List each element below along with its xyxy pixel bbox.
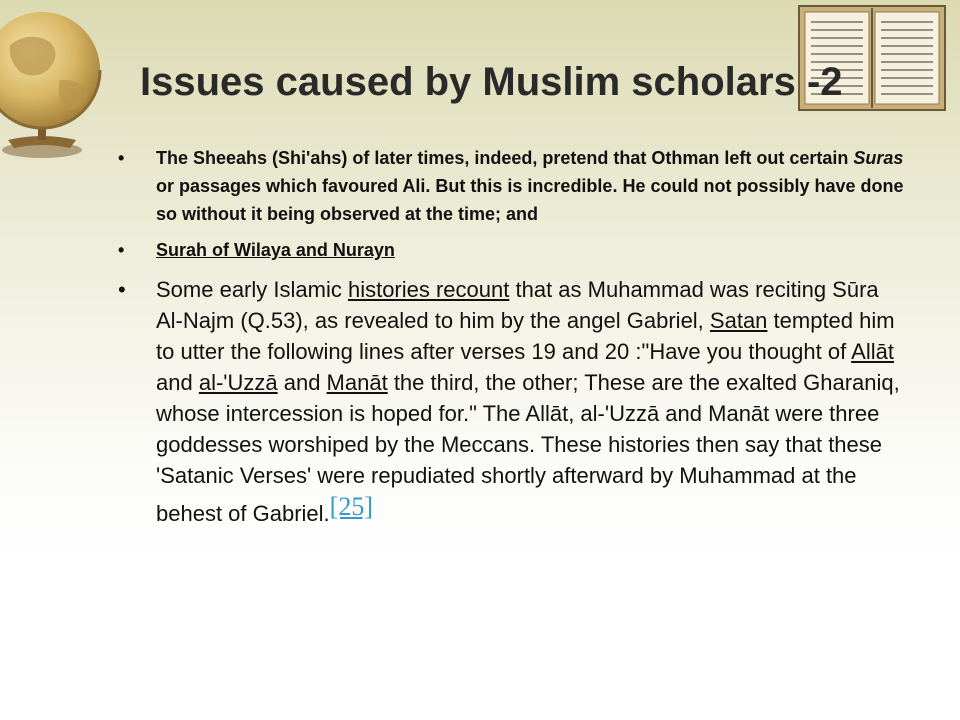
slide-title: Issues caused by Muslim scholars -2 [140, 60, 843, 104]
bullet-dot: • [118, 148, 125, 168]
citation-link[interactable]: [25] [329, 492, 373, 521]
al-uzza-link[interactable]: al-'Uzzā [198, 370, 278, 395]
histories-recount-link[interactable]: histories recount [347, 277, 510, 302]
bullet-item-satanic-verses [118, 274, 908, 529]
bullet-item-sheeahs [118, 144, 908, 228]
manat-link[interactable]: Manāt [326, 370, 388, 395]
allat-link[interactable]: Allāt [851, 339, 894, 364]
globe-icon [0, 0, 120, 160]
bullet-list [118, 144, 908, 529]
bullet-dot: • [118, 277, 126, 302]
bullet-text: that as Muhammad was reciting Sūra Al-Najm (Q.53), as revealed to him by the angel Gabriel, [156, 277, 879, 333]
bullet-dot: • [118, 240, 125, 260]
bullet-text: and [277, 370, 327, 395]
satan-link[interactable]: Satan [709, 308, 768, 333]
bullet-text: or passages which favoured Ali. But this is incredible. He could not possibly have done so without it being observed at the time; and [156, 176, 904, 224]
bullet-item-surah [118, 236, 908, 264]
bullet-text: Some early Islamic [156, 277, 348, 302]
bullet-text: and [156, 370, 199, 395]
surah-link[interactable]: Surah of Wilaya and Nurayn [156, 240, 395, 260]
bullet-text: The Sheeahs (Shi'ahs) of later times, indeed, pretend that Othman left out certain [156, 148, 854, 168]
bullet-text: tempted him to utter the following lines after verses 19 and 20 :"Have you thought of [156, 308, 895, 364]
bullet-text: the third, the other; These are the exalted Gharaniq, whose intercession is hoped for." The Allāt, al-'Uzzā and Manāt were three goddesses worshiped by the Meccans. These histories then say that these 'Satanic Verses' were repudiated shortly afterward by Muhammad at the behest of Gabriel. [156, 370, 900, 526]
bullet-text-italic: Suras [853, 148, 904, 168]
